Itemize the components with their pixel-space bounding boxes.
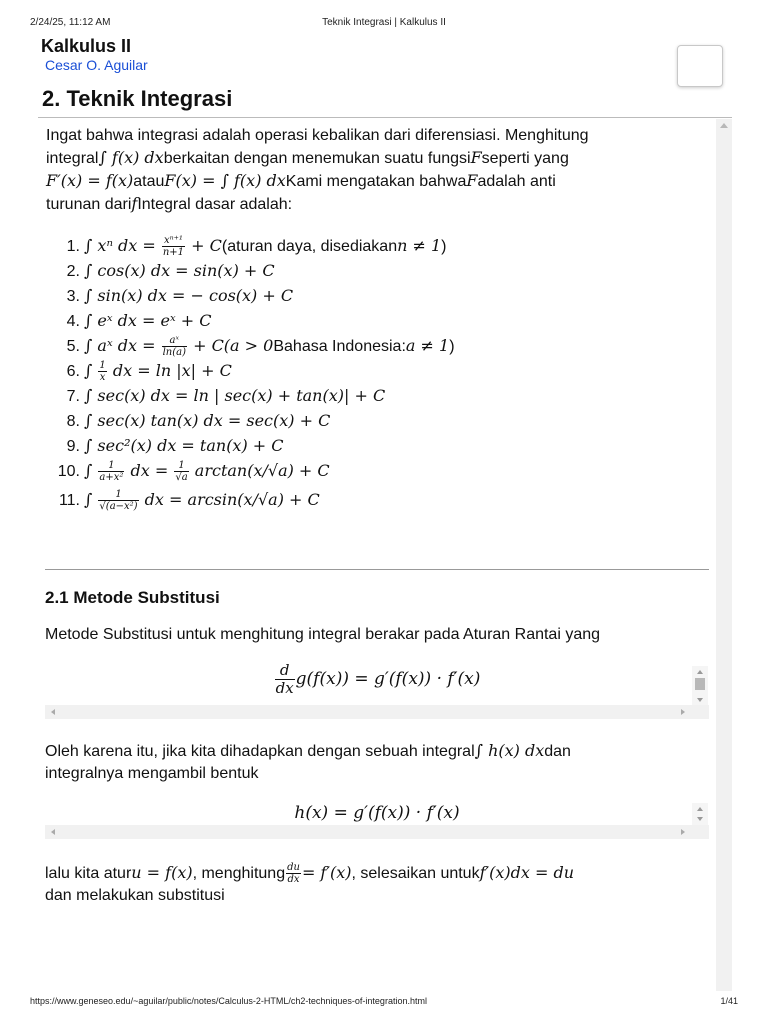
formula-item <box>54 358 455 383</box>
formula-item <box>54 308 455 333</box>
formula-math: a ≠ 1 <box>405 336 450 355</box>
formula-number: 7. <box>66 388 80 405</box>
intro-line-1: Ingat bahwa integrasi adalah operasi kebalikan dari diferensiasi. Menghitung <box>46 127 589 144</box>
intro-text: integral <box>46 150 99 167</box>
derivative-expression: F′(x) = f(x) <box>46 171 134 190</box>
formula-math: + C(a > 0 <box>187 336 274 355</box>
formula-number: 3. <box>66 288 80 305</box>
formula-item <box>54 433 455 458</box>
fraction: $\frac{1}{x}$ <box>99 360 106 384</box>
formula-math: ∫ sec(x) tan(x) dx = sec(x) + C <box>84 411 331 430</box>
formula-item <box>54 458 455 483</box>
formula-note: Bahasa Indonesia: <box>273 338 406 355</box>
formula-math: ∫ <box>84 490 98 509</box>
intro-text: adalah anti <box>477 173 556 190</box>
equation-vertical-scrollbar[interactable] <box>692 666 708 706</box>
intro-line-3 <box>46 170 556 193</box>
scroll-down-icon[interactable] <box>697 817 703 821</box>
intro-text: Integral dasar adalah: <box>137 196 293 213</box>
formula-note: ) <box>441 238 447 255</box>
paragraph-text: Oleh karena itu, jika kita dihadapkan dengan sebuah integral <box>45 743 475 760</box>
print-footer-url: https://www.geneseo.edu/~aguilar/public/notes/Calculus-2-HTML/ch2-techniques-of-integration.html <box>30 996 427 1006</box>
fraction: $\frac{1}{\text{a+x²}}$ <box>99 460 124 484</box>
intro-line-2 <box>46 147 569 170</box>
paragraph-text: lalu kita atur <box>45 865 132 882</box>
paragraph-text: , menghitung <box>192 865 286 882</box>
formula-math: ∫ cos(x) dx = sin(x) + C <box>84 261 275 280</box>
print-page-number: 1/41 <box>720 996 738 1006</box>
formula-math: ∫ <box>84 361 98 380</box>
formula-item <box>54 283 455 308</box>
equation-horizontal-scrollbar[interactable] <box>45 825 709 839</box>
formula-item <box>54 383 455 408</box>
print-datetime: 2/24/25, 11:12 AM <box>30 17 111 28</box>
formula-math: ∫ xⁿ dx = <box>84 236 161 255</box>
formula-item <box>54 333 455 358</box>
derivative-expression: = f′(x) <box>301 863 352 882</box>
formula-number: 10. <box>57 463 80 480</box>
intro-text: berkaitan dengan menemukan suatu fungsi <box>163 150 471 167</box>
fraction: $\frac{1}{\text{√(a−x²)}}$ <box>99 489 138 513</box>
formula-math: ∫ sin(x) dx = − cos(x) + C <box>84 286 294 305</box>
formula-number: 6. <box>66 363 80 380</box>
author-link[interactable]: Cesar O. Aguilar <box>45 57 148 73</box>
math-symbol: f <box>131 194 138 213</box>
formula-math: dx = <box>125 461 174 480</box>
intro-text: atau <box>133 173 165 190</box>
fraction: $\frac{du}{dx}$ <box>287 862 300 886</box>
scroll-right-icon[interactable] <box>681 829 685 835</box>
formula-math: dx = ln |x| + C <box>107 361 232 380</box>
scroll-up-icon[interactable] <box>697 670 703 674</box>
scroll-thumb[interactable] <box>695 678 705 690</box>
display-math: h(x) = g′(f(x)) · f′(x) <box>294 803 460 823</box>
formula-note: ) <box>449 338 455 355</box>
formula-number: 2. <box>66 263 80 280</box>
formula-number: 9. <box>66 438 80 455</box>
math-symbol: F <box>466 171 478 190</box>
formula-item <box>54 408 455 433</box>
equation-vertical-scrollbar[interactable] <box>692 803 708 825</box>
formula-math: n ≠ 1 <box>397 236 442 255</box>
formula-number: 4. <box>66 313 80 330</box>
section-paragraph-3-line-2: dan melakukan substitusi <box>45 887 225 904</box>
display-equation-form <box>45 803 709 823</box>
formula-math: ∫ aˣ dx = <box>84 336 161 355</box>
book-title[interactable]: Kalkulus II <box>41 36 132 56</box>
display-equation-chain-rule <box>45 662 709 697</box>
formula-note: (aturan daya, disediakan <box>221 238 398 255</box>
section-paragraph-1: Metode Substitusi untuk menghitung integral berakar pada Aturan Rantai yang <box>45 626 601 643</box>
sidebar-toggle-button[interactable] <box>677 45 723 87</box>
formula-item <box>54 258 455 283</box>
section-paragraph-3 <box>45 862 574 885</box>
page-scrollbar[interactable] <box>716 119 732 991</box>
formula-math: dx = arcsin(x/√a) + C <box>139 490 320 509</box>
formula-math: ∫ sec²(x) dx = tan(x) + C <box>84 436 284 455</box>
paragraph-text: dan <box>544 743 571 760</box>
section-paragraph-2-line-2: integralnya mengambil bentuk <box>45 765 259 782</box>
formula-math: ∫ <box>84 461 98 480</box>
scroll-up-icon[interactable] <box>720 123 728 128</box>
formula-math: ∫ eˣ dx = eˣ + C <box>84 311 212 330</box>
substitution-expression: u = f(x) <box>131 863 193 882</box>
formula-item <box>54 487 455 512</box>
formula-number: 11. <box>58 492 80 509</box>
intro-text: Kami mengatakan bahwa <box>285 173 467 190</box>
formula-math: ∫ sec(x) dx = ln | sec(x) + tan(x)| + C <box>84 386 386 405</box>
integral-expression: ∫ f(x) dx <box>98 148 164 167</box>
antiderivative-expression: F(x) = ∫ f(x) dx <box>164 171 286 190</box>
scroll-up-icon[interactable] <box>697 807 703 811</box>
differential-expression: f′(x)dx = du <box>479 863 575 882</box>
fraction: $\frac{1}{√a}$ <box>175 460 188 484</box>
math-symbol: F <box>470 148 482 167</box>
formula-math: + C <box>186 236 222 255</box>
scroll-down-icon[interactable] <box>697 698 703 702</box>
integral-expression: ∫ h(x) dx <box>474 741 545 760</box>
formula-number: 8. <box>66 413 80 430</box>
integral-formula-list <box>54 233 455 512</box>
fraction: $\frac{\text{aˣ}}{\ln(a)}$ <box>162 335 186 359</box>
formula-number: 1. <box>66 238 80 255</box>
header-divider <box>38 117 732 118</box>
scroll-left-icon[interactable] <box>51 709 55 715</box>
scroll-left-icon[interactable] <box>51 829 55 835</box>
formula-item <box>54 233 455 258</box>
formula-math: arctan(x/√a) + C <box>189 461 330 480</box>
section-title: 2.1 Metode Substitusi <box>45 588 220 607</box>
section-divider <box>45 569 709 570</box>
formula-number: 5. <box>66 338 80 355</box>
intro-line-4 <box>46 193 292 216</box>
equation-horizontal-scrollbar[interactable] <box>45 705 709 719</box>
chapter-title: 2. Teknik Integrasi <box>42 86 233 111</box>
section-paragraph-2 <box>45 740 571 763</box>
fraction: $\frac{\text{xⁿ⁺¹}}{n+1}$ <box>162 235 185 259</box>
scroll-right-icon[interactable] <box>681 709 685 715</box>
intro-text: seperti yang <box>481 150 569 167</box>
intro-text: turunan dari <box>46 196 132 213</box>
display-math: g(f(x)) = g′(f(x)) · f′(x) <box>295 669 481 689</box>
paragraph-text: , selesaikan untuk <box>351 865 480 882</box>
fraction: $\frac{d}{dx}$ <box>275 661 294 697</box>
print-page-title: Teknik Integrasi | Kalkulus II <box>322 17 446 28</box>
